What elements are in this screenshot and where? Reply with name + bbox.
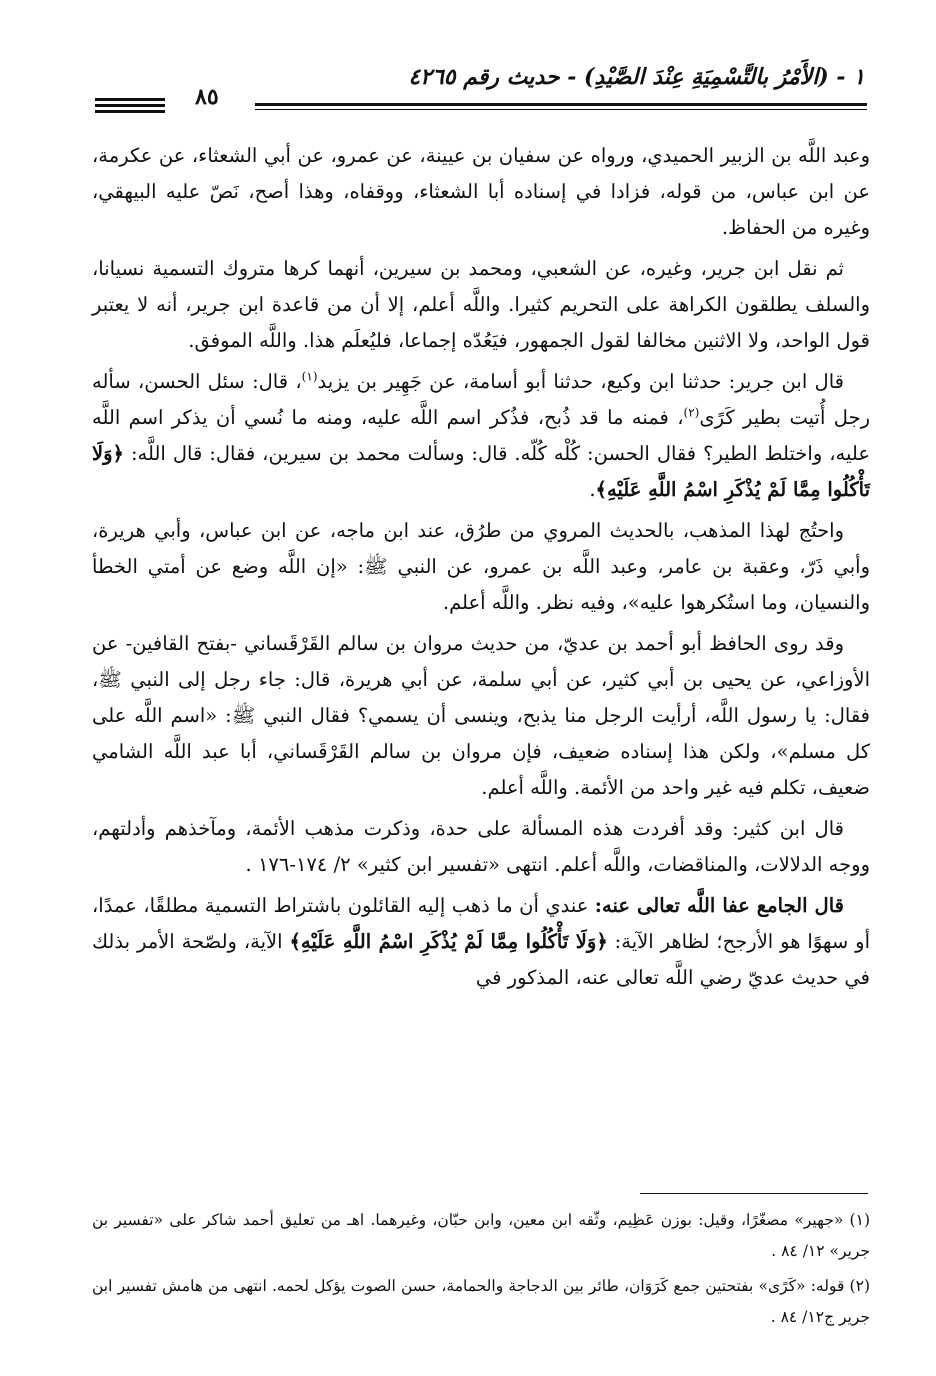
paragraph-6: قال ابن كثير: وقد أفردت هذه المسألة على حدة، وذكرت مذهب الأئمة، ومآخذهم وأدلتهم، ووجه الدلالات، والمناقضات، واللَّه أعلم. انتهى «تفسير ابن كثير» ٢/ ١٧٤-١٧٦ . [92, 817, 870, 876]
paragraph-7 [92, 888, 870, 996]
paragraph-2: ثم نقل ابن جرير، وغيره، عن الشعبي، ومحمد بن سيرين، أنهما كرها متروك التسمية نسيانا، والسلف يطلقون الكراهة على التحريم كثيرا. واللَّه أعلم، إلا أن من قاعدة ابن جرير، أنه لا يعتبر قول الواحد، ولا الاثنين مخالفا لقول الجمهور، فيَعُدّه إجماعا، فليُعلَم هذا. واللَّه الموفق. [92, 257, 870, 352]
paragraph-3 [92, 364, 870, 508]
paragraph-5: وقد روى الحافظ أبو أحمد بن عديّ، من حديث مروان بن سالم القَرْقَساني -بفتح القافين- عن الأوزاعي، عن يحيى بن أبي كثير، عن أبي سلمة، عن أبي هريرة، قال: جاء رجل إلى النبي ﷺ، فقال: يا رسول اللَّه، أرأيت الرجل منا يذبح، وينسى أن يسمي؟ فقال النبي ﷺ: «اسم اللَّه على كل مسلم»، ولكن هذا إسناده ضعيف، فإن مروان بن سالم القَرْقَساني، أبا عبد اللَّه الشامي ضعيف، تكلم فيه غير واحد من الأئمة. واللَّه أعلم. [92, 632, 870, 799]
compiler-lead: قال الجامع عفا اللَّه تعالى عنه: [594, 894, 844, 917]
footnotes [92, 1205, 870, 1337]
paragraph-1: وعبد اللَّه بن الزبير الحميدي، ورواه عن سفيان بن عيينة، عن عمرو، عن أبي الشعثاء، عن عكرمة، عن ابن عباس، من قوله، فزادا في إسناده أبا الشعثاء، ووقفاه، وهذا أصح، نَصّ عليه البيهقي، وغيره من الحفاظ. [92, 144, 870, 239]
paragraph-4: واحتُج لهذا المذهب، بالحديث المروي من طرُق، عند ابن ماجه، عن ابن عباس، وأبي هريرة، وأبي ذَرّ، وعقبة بن عامر، وعبد اللَّه بن عمرو، عن النبي ﷺ: «إن اللَّه وضع عن أمتي الخطأ والنسيان، وما استُكرهوا عليه»، وفيه نظر. واللَّه أعلم. [92, 519, 870, 614]
paragraph-3-text: ، فمنه ما قد ذُبح، فذُكر اسم اللَّه عليه، ومنه ما نُسي أن يذكر اسم اللَّه عليه، واختلط الطير؟ فقال الحسن: كُلْه كُلّه. قال: وسألت محمد بن سيرين، فقال: قال اللَّه: [92, 406, 870, 465]
paragraph-3-text: قال ابن جرير: حدثنا ابن وكيع، حدثنا أبو أسامة، عن جَهِير بن يزيد [317, 370, 844, 393]
footnote-2: (٢) قوله: «كَرًى» بفتحتين جمع كَرَوَان، طائر بين الدجاجة والحمامة، حسن الصوت يؤكل لحمه. انتهى من هامش تفسير ابن جرير ج١٢/ ٨٤ . [92, 1277, 870, 1326]
page-number-rule [95, 104, 165, 107]
header-rule-thin [255, 109, 867, 110]
page-number: ٨٥ [195, 84, 219, 110]
page-number-rule [95, 110, 165, 113]
paragraph-3-text: . [589, 478, 596, 501]
running-head [95, 64, 865, 110]
footnote-ref-2[interactable]: (٢) [683, 405, 700, 420]
footnote-rule [640, 1193, 868, 1194]
quran-verse: ﴿وَلَا تَأْكُلُوا مِمَّا لَمْ يُذْكَرِ اسْمُ اللَّهِ عَلَيْهِ﴾ [289, 930, 608, 953]
quran-verse: ﴿وَلَا تَأْكُلُوا مِمَّا لَمْ يُذْكَرِ اسْمُ اللَّهِ عَلَيْهِ﴾ [92, 442, 870, 501]
paragraph-3-text: ، قال: سئل الحسن، سأله رجل أُتيت بطير كَرًى [92, 370, 870, 429]
footnote-1: (١) «جهير» مصغّرًا، وقيل: بوزن عَظِيم، وثّقه ابن معين، وابن حبّان، وغيرهما. اهـ من تعليق أحمد شاكر على «تفسير بن جرير» ١٢/ ٨٤ . [92, 1211, 870, 1260]
running-title: ١ - (الأَمْرُ بالتَّسْمِيَةِ عِنْدَ الصَّيْدِ) - حديث رقم ٤٢٦٥ [408, 64, 865, 90]
paragraph-7-text: الآية، ولصّحة الأمر بذلك في حديث عديّ رضي اللَّه تعالى عنه، المذكور في [92, 930, 870, 989]
footnote-ref-1[interactable]: (١) [301, 369, 318, 384]
page-number-rule [95, 98, 165, 101]
paragraph-7-text: عندي أن ما ذهب إليه القائلون باشتراط التسمية مطلقًا، عمدًا، أو سهوًا هو الأرجح؛ لظاهر الآية: [92, 894, 870, 953]
header-rule-thick [255, 103, 867, 106]
body-text [92, 138, 870, 1001]
